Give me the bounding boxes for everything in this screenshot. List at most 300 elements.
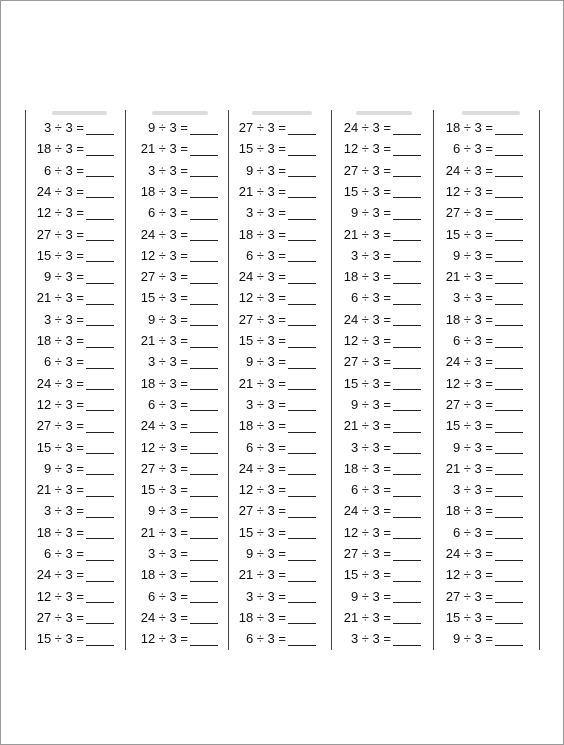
problem-row xyxy=(232,352,316,372)
answer-blank[interactable] xyxy=(190,505,218,518)
answer-blank[interactable] xyxy=(495,249,523,262)
problem-row xyxy=(437,352,523,372)
problem-row xyxy=(232,395,316,415)
division-expression: 3 ÷ 3 = xyxy=(147,546,188,561)
problem-row xyxy=(130,544,218,564)
answer-blank[interactable] xyxy=(393,484,421,497)
division-expression: 9 ÷ 3 = xyxy=(350,588,391,604)
problem-row xyxy=(28,246,114,266)
problem-row xyxy=(130,395,218,415)
division-expression: 24 ÷ 3 = xyxy=(36,567,84,583)
answer-blank[interactable] xyxy=(393,164,421,177)
answer-blank[interactable] xyxy=(86,526,114,539)
answer-blank[interactable] xyxy=(495,185,523,198)
problem-column-2 xyxy=(130,110,230,650)
division-expression: 27 ÷ 3 = xyxy=(140,269,188,285)
answer-blank[interactable] xyxy=(288,292,316,305)
answer-blank[interactable] xyxy=(495,122,523,135)
answer-blank[interactable] xyxy=(288,335,316,348)
answer-blank[interactable] xyxy=(190,398,218,411)
division-expression: 21 ÷ 3 = xyxy=(238,183,286,199)
answer-blank[interactable] xyxy=(288,377,316,390)
problem-row xyxy=(28,225,114,245)
answer-blank[interactable] xyxy=(495,356,523,369)
problem-row xyxy=(28,459,114,479)
problem-row xyxy=(335,629,421,649)
answer-blank[interactable] xyxy=(288,420,316,433)
problem-row xyxy=(335,310,421,330)
answer-blank[interactable] xyxy=(288,356,316,369)
problem-row xyxy=(335,331,421,351)
answer-blank[interactable] xyxy=(190,611,218,624)
answer-blank[interactable] xyxy=(86,356,114,369)
division-expression: 12 ÷ 3 = xyxy=(140,631,188,647)
answer-blank[interactable] xyxy=(393,526,421,539)
problem-row xyxy=(335,267,421,287)
division-expression: 21 ÷ 3 = xyxy=(140,333,188,348)
answer-blank[interactable] xyxy=(288,484,316,497)
problem-column-3 xyxy=(232,110,332,650)
division-expression: 6 ÷ 3 = xyxy=(245,439,286,455)
answer-blank[interactable] xyxy=(288,185,316,198)
division-expression: 12 ÷ 3 = xyxy=(238,482,286,498)
division-expression: 9 ÷ 3 = xyxy=(245,354,286,370)
answer-blank[interactable] xyxy=(86,505,114,518)
problem-row xyxy=(28,161,114,181)
problem-row xyxy=(335,288,421,308)
division-expression: 6 ÷ 3 = xyxy=(43,354,84,370)
division-expression: 27 ÷ 3 = xyxy=(36,609,84,625)
division-expression: 27 ÷ 3 = xyxy=(36,418,84,434)
problem-row xyxy=(437,565,523,585)
answer-blank[interactable] xyxy=(495,441,523,454)
problem-row xyxy=(232,416,316,436)
division-expression: 21 ÷ 3 = xyxy=(343,609,391,625)
answer-blank[interactable] xyxy=(190,164,218,177)
division-expression: 27 ÷ 3 = xyxy=(238,120,286,135)
division-expression: 21 ÷ 3 = xyxy=(36,290,84,306)
answer-blank[interactable] xyxy=(190,484,218,497)
problem-row xyxy=(437,161,523,181)
division-expression: 9 ÷ 3 = xyxy=(452,631,493,647)
answer-blank[interactable] xyxy=(393,569,421,582)
division-expression: 18 ÷ 3 = xyxy=(36,524,84,540)
answer-blank[interactable] xyxy=(86,335,114,348)
answer-blank[interactable] xyxy=(393,271,421,284)
answer-blank[interactable] xyxy=(86,271,114,284)
answer-blank[interactable] xyxy=(86,313,114,326)
problem-row xyxy=(437,267,523,287)
division-expression: 21 ÷ 3 = xyxy=(343,418,391,434)
answer-blank[interactable] xyxy=(288,164,316,177)
problem-row xyxy=(437,374,523,394)
answer-blank[interactable] xyxy=(190,462,218,475)
division-expression: 15 ÷ 3 = xyxy=(238,333,286,348)
division-expression: 6 ÷ 3 = xyxy=(452,524,493,540)
answer-blank[interactable] xyxy=(495,164,523,177)
problem-row xyxy=(335,523,421,543)
division-expression: 3 ÷ 3 = xyxy=(245,396,286,412)
answer-blank[interactable] xyxy=(86,590,114,603)
division-expression: 6 ÷ 3 = xyxy=(147,396,188,412)
division-expression: 15 ÷ 3 = xyxy=(343,375,391,391)
answer-blank[interactable] xyxy=(190,590,218,603)
answer-blank[interactable] xyxy=(86,292,114,305)
problem-row xyxy=(28,629,114,649)
problem-row xyxy=(28,608,114,628)
answer-blank[interactable] xyxy=(495,462,523,475)
problem-row xyxy=(335,225,421,245)
division-expression: 21 ÷ 3 = xyxy=(36,482,84,498)
problem-row xyxy=(28,139,114,159)
division-expression: 6 ÷ 3 = xyxy=(350,482,391,498)
problem-row xyxy=(437,629,523,649)
division-expression: 6 ÷ 3 = xyxy=(350,290,391,306)
answer-blank[interactable] xyxy=(393,377,421,390)
problem-row xyxy=(130,374,218,394)
answer-blank[interactable] xyxy=(190,249,218,262)
problem-row xyxy=(130,523,218,543)
problem-row xyxy=(28,501,114,521)
problem-row xyxy=(437,288,523,308)
answer-blank[interactable] xyxy=(288,207,316,220)
answer-blank[interactable] xyxy=(495,611,523,624)
problem-row xyxy=(28,203,114,223)
answer-blank[interactable] xyxy=(86,122,114,135)
answer-blank[interactable] xyxy=(495,633,523,646)
division-expression: 3 ÷ 3 = xyxy=(350,631,391,647)
answer-blank[interactable] xyxy=(190,292,218,305)
answer-blank[interactable] xyxy=(393,398,421,411)
answer-blank[interactable] xyxy=(495,505,523,518)
answer-blank[interactable] xyxy=(190,313,218,326)
division-expression: 18 ÷ 3 = xyxy=(140,567,188,583)
division-expression: 18 ÷ 3 = xyxy=(238,609,286,625)
problem-row xyxy=(437,501,523,521)
problem-row xyxy=(437,118,523,138)
answer-blank[interactable] xyxy=(393,420,421,433)
division-expression: 15 ÷ 3 = xyxy=(445,418,493,434)
problem-row xyxy=(130,331,218,351)
division-expression: 18 ÷ 3 = xyxy=(343,269,391,285)
answer-blank[interactable] xyxy=(190,569,218,582)
problem-row xyxy=(335,565,421,585)
problem-row xyxy=(335,587,421,607)
answer-blank[interactable] xyxy=(86,377,114,390)
answer-blank[interactable] xyxy=(495,526,523,539)
answer-blank[interactable] xyxy=(288,271,316,284)
answer-blank[interactable] xyxy=(393,185,421,198)
problem-row xyxy=(28,331,114,351)
division-expression: 18 ÷ 3 = xyxy=(140,183,188,199)
division-expression: 12 ÷ 3 = xyxy=(36,588,84,604)
problem-row xyxy=(130,608,218,628)
division-expression: 24 ÷ 3 = xyxy=(445,354,493,370)
division-expression: 12 ÷ 3 = xyxy=(445,567,493,583)
problem-row xyxy=(232,374,316,394)
answer-blank[interactable] xyxy=(495,377,523,390)
problem-row xyxy=(232,161,316,181)
problem-row xyxy=(232,587,316,607)
division-expression: 9 ÷ 3 = xyxy=(245,546,286,561)
answer-blank[interactable] xyxy=(288,548,316,561)
division-expression: 24 ÷ 3 = xyxy=(445,162,493,178)
division-expression: 15 ÷ 3 = xyxy=(238,524,286,540)
division-expression: 21 ÷ 3 = xyxy=(445,460,493,476)
problem-row xyxy=(335,182,421,202)
division-expression: 9 ÷ 3 = xyxy=(452,247,493,263)
answer-blank[interactable] xyxy=(190,143,218,156)
problem-row xyxy=(335,374,421,394)
division-expression: 9 ÷ 3 = xyxy=(147,311,188,327)
answer-blank[interactable] xyxy=(190,420,218,433)
answer-blank[interactable] xyxy=(288,398,316,411)
answer-blank[interactable] xyxy=(190,526,218,539)
problem-row xyxy=(335,246,421,266)
problem-row xyxy=(335,608,421,628)
answer-blank[interactable] xyxy=(288,526,316,539)
answer-blank[interactable] xyxy=(495,590,523,603)
answer-blank[interactable] xyxy=(86,164,114,177)
answer-blank[interactable] xyxy=(288,143,316,156)
problem-row xyxy=(335,438,421,458)
answer-blank[interactable] xyxy=(288,611,316,624)
division-expression: 15 ÷ 3 = xyxy=(445,226,493,242)
answer-blank[interactable] xyxy=(393,548,421,561)
division-expression: 15 ÷ 3 = xyxy=(140,290,188,306)
problem-row xyxy=(437,225,523,245)
division-expression: 3 ÷ 3 = xyxy=(43,503,84,519)
division-expression: 15 ÷ 3 = xyxy=(36,631,84,647)
answer-blank[interactable] xyxy=(190,207,218,220)
problem-row xyxy=(232,459,316,479)
answer-blank[interactable] xyxy=(495,335,523,348)
problem-row xyxy=(28,438,114,458)
problem-row xyxy=(130,565,218,585)
problem-row xyxy=(437,523,523,543)
answer-blank[interactable] xyxy=(288,228,316,241)
division-expression: 27 ÷ 3 = xyxy=(140,460,188,476)
answer-blank[interactable] xyxy=(190,548,218,561)
answer-blank[interactable] xyxy=(495,271,523,284)
problem-row xyxy=(130,587,218,607)
problem-row xyxy=(335,416,421,436)
answer-blank[interactable] xyxy=(86,228,114,241)
answer-blank[interactable] xyxy=(86,249,114,262)
problem-row xyxy=(335,161,421,181)
division-expression: 9 ÷ 3 = xyxy=(350,205,391,221)
problem-row xyxy=(335,480,421,500)
answer-blank[interactable] xyxy=(86,484,114,497)
division-expression: 18 ÷ 3 = xyxy=(36,333,84,348)
answer-blank[interactable] xyxy=(86,143,114,156)
problem-row xyxy=(130,267,218,287)
problem-row xyxy=(28,310,114,330)
division-expression: 12 ÷ 3 = xyxy=(445,375,493,391)
answer-blank[interactable] xyxy=(393,611,421,624)
problem-column-1 xyxy=(28,110,128,650)
answer-blank[interactable] xyxy=(393,590,421,603)
division-expression: 9 ÷ 3 = xyxy=(452,439,493,455)
answer-blank[interactable] xyxy=(393,441,421,454)
answer-blank[interactable] xyxy=(495,398,523,411)
division-expression: 6 ÷ 3 = xyxy=(43,162,84,178)
column-divider xyxy=(25,110,26,650)
division-expression: 24 ÷ 3 = xyxy=(238,269,286,285)
problem-row xyxy=(437,139,523,159)
problem-row xyxy=(232,310,316,330)
answer-blank[interactable] xyxy=(393,505,421,518)
answer-blank[interactable] xyxy=(190,441,218,454)
problem-row xyxy=(28,352,114,372)
division-expression: 12 ÷ 3 = xyxy=(343,141,391,157)
division-expression: 18 ÷ 3 = xyxy=(36,141,84,157)
answer-blank[interactable] xyxy=(190,185,218,198)
division-expression: 3 ÷ 3 = xyxy=(245,205,286,221)
division-expression: 12 ÷ 3 = xyxy=(36,205,84,221)
answer-blank[interactable] xyxy=(495,548,523,561)
division-expression: 9 ÷ 3 = xyxy=(147,120,188,135)
answer-blank[interactable] xyxy=(288,441,316,454)
answer-blank[interactable] xyxy=(495,143,523,156)
answer-blank[interactable] xyxy=(288,122,316,135)
division-expression: 12 ÷ 3 = xyxy=(140,439,188,455)
answer-blank[interactable] xyxy=(86,207,114,220)
answer-blank[interactable] xyxy=(190,377,218,390)
answer-blank[interactable] xyxy=(393,143,421,156)
division-expression: 12 ÷ 3 = xyxy=(445,183,493,199)
problem-row xyxy=(232,438,316,458)
division-expression: 9 ÷ 3 = xyxy=(43,269,84,285)
problem-row xyxy=(437,608,523,628)
answer-blank[interactable] xyxy=(288,590,316,603)
answer-blank[interactable] xyxy=(86,420,114,433)
problem-row xyxy=(130,501,218,521)
problem-row xyxy=(232,544,316,564)
answer-blank[interactable] xyxy=(86,462,114,475)
answer-blank[interactable] xyxy=(190,335,218,348)
answer-blank[interactable] xyxy=(393,207,421,220)
division-expression: 18 ÷ 3 = xyxy=(238,418,286,434)
problem-row xyxy=(232,203,316,223)
answer-blank[interactable] xyxy=(288,569,316,582)
answer-blank[interactable] xyxy=(495,292,523,305)
answer-blank[interactable] xyxy=(393,228,421,241)
division-expression: 27 ÷ 3 = xyxy=(36,226,84,242)
division-expression: 27 ÷ 3 = xyxy=(445,396,493,412)
problem-row xyxy=(28,587,114,607)
answer-blank[interactable] xyxy=(190,228,218,241)
answer-blank[interactable] xyxy=(86,633,114,646)
problem-row xyxy=(335,544,421,564)
problem-row xyxy=(437,587,523,607)
answer-blank[interactable] xyxy=(393,462,421,475)
problem-row xyxy=(232,139,316,159)
problem-row xyxy=(130,459,218,479)
division-expression: 27 ÷ 3 = xyxy=(445,205,493,221)
division-worksheet xyxy=(24,110,540,650)
answer-blank[interactable] xyxy=(393,292,421,305)
division-expression: 15 ÷ 3 = xyxy=(238,141,286,157)
division-expression: 6 ÷ 3 = xyxy=(452,141,493,157)
division-expression: 3 ÷ 3 = xyxy=(452,482,493,498)
division-expression: 18 ÷ 3 = xyxy=(238,226,286,242)
answer-blank[interactable] xyxy=(190,271,218,284)
problem-row xyxy=(28,118,114,138)
answer-blank[interactable] xyxy=(86,185,114,198)
answer-blank[interactable] xyxy=(288,633,316,646)
answer-blank[interactable] xyxy=(86,398,114,411)
answer-blank[interactable] xyxy=(393,356,421,369)
division-expression: 15 ÷ 3 = xyxy=(36,439,84,455)
answer-blank[interactable] xyxy=(495,207,523,220)
problem-row xyxy=(28,544,114,564)
division-expression: 27 ÷ 3 = xyxy=(238,503,286,519)
division-expression: 21 ÷ 3 = xyxy=(238,375,286,391)
problem-row xyxy=(437,203,523,223)
problem-row xyxy=(437,544,523,564)
problem-row xyxy=(130,225,218,245)
answer-blank[interactable] xyxy=(495,569,523,582)
division-expression: 3 ÷ 3 = xyxy=(43,311,84,327)
division-expression: 24 ÷ 3 = xyxy=(343,503,391,519)
division-expression: 6 ÷ 3 = xyxy=(452,333,493,348)
problem-row xyxy=(437,459,523,479)
answer-blank[interactable] xyxy=(393,633,421,646)
problem-row xyxy=(437,438,523,458)
answer-blank[interactable] xyxy=(495,313,523,326)
answer-blank[interactable] xyxy=(86,569,114,582)
answer-blank[interactable] xyxy=(495,420,523,433)
division-expression: 3 ÷ 3 = xyxy=(147,162,188,178)
answer-blank[interactable] xyxy=(495,484,523,497)
answer-blank[interactable] xyxy=(86,548,114,561)
division-expression: 15 ÷ 3 = xyxy=(140,482,188,498)
problem-row xyxy=(437,416,523,436)
division-expression: 21 ÷ 3 = xyxy=(238,567,286,583)
answer-blank[interactable] xyxy=(190,356,218,369)
problem-row xyxy=(437,395,523,415)
problem-row xyxy=(130,629,218,649)
answer-blank[interactable] xyxy=(288,505,316,518)
division-expression: 9 ÷ 3 = xyxy=(245,162,286,178)
problem-row xyxy=(232,523,316,543)
answer-blank[interactable] xyxy=(288,249,316,262)
problem-row xyxy=(335,139,421,159)
answer-blank[interactable] xyxy=(393,313,421,326)
division-expression: 24 ÷ 3 = xyxy=(140,609,188,625)
problem-row xyxy=(130,246,218,266)
answer-blank[interactable] xyxy=(288,313,316,326)
answer-blank[interactable] xyxy=(393,122,421,135)
answer-blank[interactable] xyxy=(86,441,114,454)
problem-row xyxy=(28,565,114,585)
answer-blank[interactable] xyxy=(393,249,421,262)
division-expression: 6 ÷ 3 = xyxy=(245,631,286,647)
division-expression: 24 ÷ 3 = xyxy=(140,418,188,434)
answer-blank[interactable] xyxy=(190,633,218,646)
answer-blank[interactable] xyxy=(86,611,114,624)
division-expression: 18 ÷ 3 = xyxy=(445,311,493,327)
answer-blank[interactable] xyxy=(393,335,421,348)
answer-blank[interactable] xyxy=(288,462,316,475)
answer-blank[interactable] xyxy=(495,228,523,241)
answer-blank[interactable] xyxy=(190,122,218,135)
division-expression: 21 ÷ 3 = xyxy=(343,226,391,242)
column-divider xyxy=(539,110,540,650)
division-expression: 12 ÷ 3 = xyxy=(140,247,188,263)
problem-row xyxy=(28,395,114,415)
